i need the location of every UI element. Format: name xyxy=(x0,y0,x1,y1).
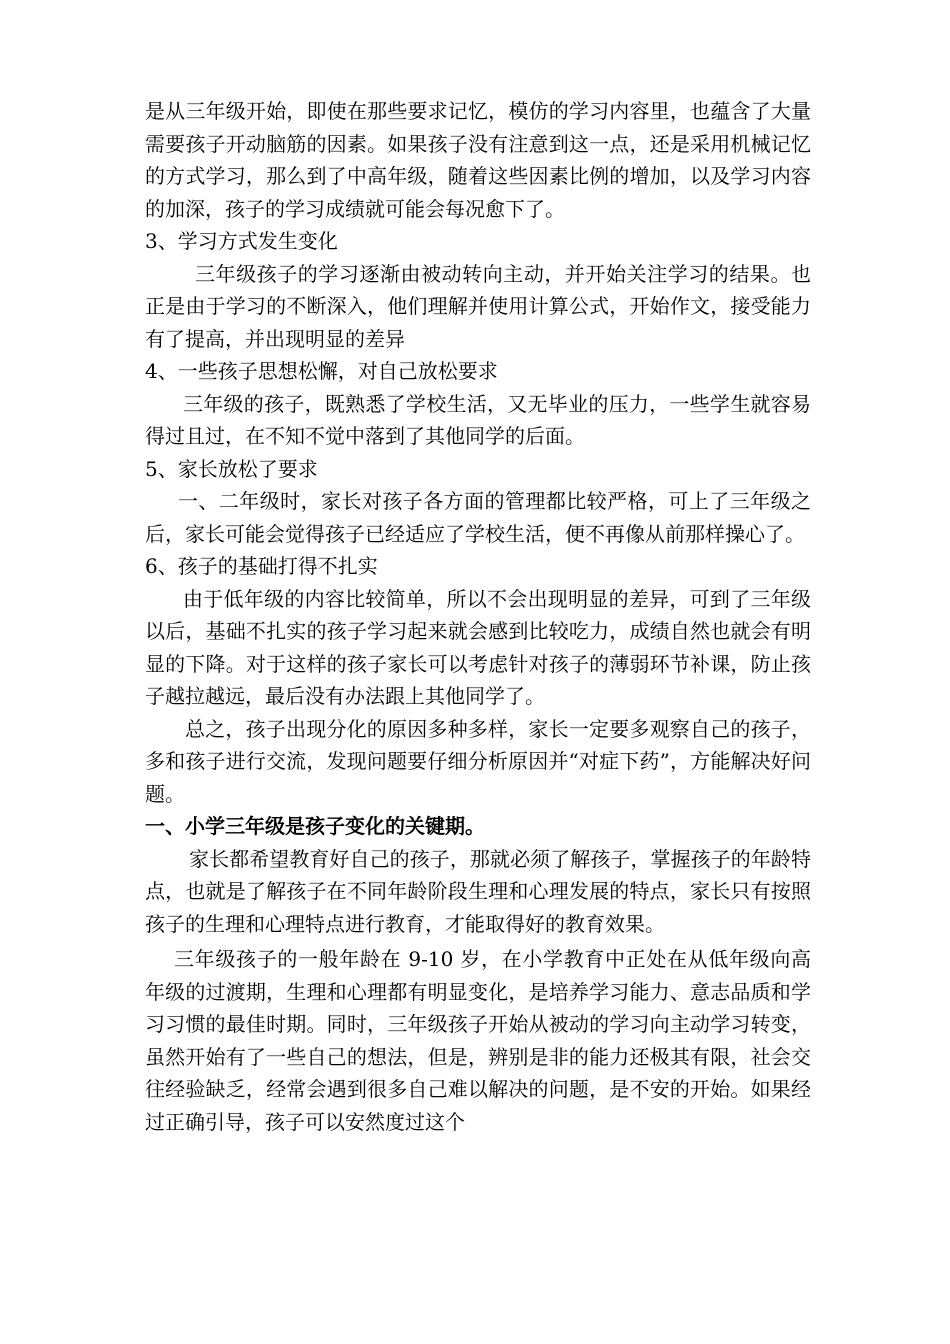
paragraph-section-6: 由于低年级的内容比较简单，所以不会出现明显的差异，可到了三年级以后，基础不扎实的孩子学习起来就会感到比较吃力，成绩自然也就会有明显的下降。对于这样的孩子家长可以考虑针对孩子的薄弱环节补课，防止孩子越拉越远，最后没有办法跟上其他同学了。 xyxy=(145,586,811,708)
paragraph-summary: 总之，孩子出现分化的原因多种多样，家长一定要多观察自己的孩子，多和孩子进行交流，发现问题要仔细分析原因并“对症下药”，方能解决好问题。 xyxy=(145,716,811,806)
heading-section-4: 4、一些孩子思想松懈，对自己放松要求 xyxy=(145,359,498,383)
heading-section-3: 3、学习方式发生变化 xyxy=(145,229,338,253)
heading-key-period: 一、小学三年级是孩子变化的关键期。 xyxy=(145,814,485,838)
paragraph-section-4: 三年级的孩子，既熟悉了学校生活，又无毕业的压力，一些学生就容易得过且过，在不知不觉中落到了其他同学的后面。 xyxy=(145,391,811,448)
paragraph-section-3: 三年级孩子的学习逐渐由被动转向主动，并开始关注学习的结果。也正是由于学习的不断深入，他们理解并使用计算公式，开始作文，接受能力有了提高，并出现明显的差异 xyxy=(145,261,811,351)
paragraph-grade-three-age: 三年级孩子的一般年龄在 9-10 岁，在小学教育中正处在从低年级向高年级的过渡期，生理和心理都有明显变化，是培养学习能力、意志品质和学习习惯的最佳时期。同时，三年级孩子开始从被动的学习向主动学习转变，虽然开始有了一些自己的想法，但是，辨别是非的能力还极其有限，社会交往经验缺乏，经常会遇到很多自己难以解决的问题，是不安的开始。如果经过正确引导，孩子可以安然度过这个 xyxy=(145,947,811,1134)
heading-section-5: 5、家长放松了要求 xyxy=(145,456,318,481)
paragraph-intro-continued: 是从三年级开始，即使在那些要求记忆，模仿的学习内容里，也蕴含了大量需要孩子开动脑筋的因素。如果孩子没有注意到这一点，还是采用机械记忆的方式学习，那么到了中高年级，随着这些因素比例的增加，以及学习内容的加深，孩子的学习成绩就可能会每况愈下了。 xyxy=(145,99,811,221)
paragraph-parents: 家长都希望教育好自己的孩子，那就必须了解孩子，掌握孩子的年龄特点，也就是了解孩子在不同年龄阶段生理和心理发展的特点，家长只有按照孩子的生理和心理特点进行教育，才能取得好的教育效果。 xyxy=(145,846,811,936)
heading-section-6: 6、孩子的基础打得不扎实 xyxy=(145,554,378,578)
paragraph-section-5: 一、二年级时，家长对孩子各方面的管理都比较严格，可上了三年级之后，家长可能会觉得孩子已经适应了学校生活，便不再像从前那样操心了。 xyxy=(145,489,811,546)
document-page xyxy=(145,95,811,1138)
